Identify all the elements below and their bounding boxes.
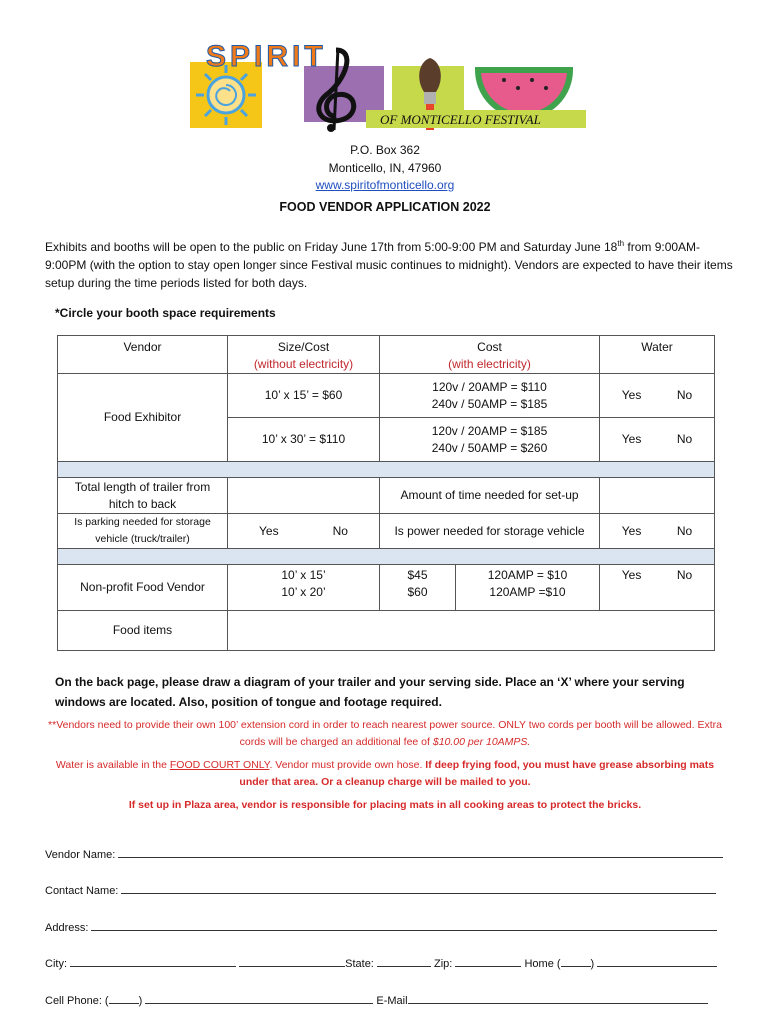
city-label: City: [45,958,67,970]
water-no[interactable]: No [676,568,693,582]
elec-option-2a[interactable]: 120v / 20AMP = $185 [431,423,548,438]
parking-label: Is parking needed for storage vehicle (truck/trailer) [58,514,228,549]
intro-paragraph [45,235,735,292]
setup-time-input[interactable] [600,478,715,514]
trailer-length-input[interactable] [228,478,380,514]
elec-option-1[interactable] [380,374,600,418]
intro-part1: Exhibits and booths will be open to the public on Friday June 17th from 5:00-9:00 PM and Saturday June 18 [45,240,618,254]
header-size-cost-sub: (without electricity) [253,357,354,371]
contact-name-field[interactable] [121,882,716,894]
home-area-field[interactable] [561,955,591,967]
address-po-box: P.O. Box 362 [350,143,420,157]
nonprofit-price-2[interactable]: $60 [407,585,428,599]
email-label: E-Mail [376,995,408,1007]
cell-area-field[interactable] [109,992,139,1004]
setup-time-label: Amount of time needed for set-up [380,478,600,514]
nonprofit-size-2[interactable]: 10’ x 20’ [281,585,326,599]
water-yes[interactable]: Yes [621,432,642,446]
water-note-bold: If deep frying food, you must have grease absorbing mats under that area. Or a cleanup charge will be mailed to you. [239,759,715,788]
power-choice [600,514,715,549]
festival-logo [186,40,586,132]
vendor-name-label: Vendor Name: [45,849,116,861]
water-choice-1 [600,374,715,418]
size-option-1[interactable]: 10’ x 15’ = $60 [228,374,380,418]
vendor-name-field[interactable] [118,846,723,858]
table-row [58,565,715,611]
header-cost [380,336,600,374]
water-note-court: FOOD COURT ONLY [169,759,270,771]
diagram-instructions: On the back page, please draw a diagram of your trailer and your serving side. Place an ‘X’ where your serving windows are located. Also, position of tongue and footage required. [55,675,685,709]
water-note [40,757,730,791]
header-vendor: Vendor [58,336,228,374]
nonprofit-water [600,565,715,611]
power-yes[interactable]: Yes [621,523,642,538]
website-link[interactable]: www.spiritofmonticello.org [315,178,455,192]
cell-label: Cell Phone: ( [45,995,109,1007]
power-label: Is power needed for storage vehicle [380,514,600,549]
power-no[interactable]: No [676,523,693,538]
parking-no[interactable]: No [332,523,348,538]
logo-subtitle: OF MONTICELLO FESTIVAL [380,112,541,127]
plaza-note: If set up in Plaza area, vendor is responsible for placing mats in all cooking areas to protect the bricks. [128,799,642,811]
header-size-cost-label: Size/Cost [277,340,330,354]
cell-row [45,992,735,1007]
water-choice-2 [600,418,715,462]
page-title: FOOD VENDOR APPLICATION 2022 [279,200,491,214]
elec-option-1a[interactable]: 120v / 20AMP = $110 [432,379,547,394]
nonprofit-prices[interactable] [380,565,456,611]
watermelon-icon [478,70,570,116]
water-no[interactable]: No [676,432,693,446]
nonprofit-amp-1[interactable]: 120AMP = $10 [487,568,568,582]
header-water: Water [600,336,715,374]
trailer-length-label: Total length of trailer from hitch to back [58,478,228,514]
table-row [58,478,715,514]
water-note-a: Water is available in the [55,759,170,771]
elec-option-2b[interactable]: 240v / 50AMP = $260 [431,440,548,455]
nonprofit-size-1[interactable]: 10’ x 15’ [281,568,326,582]
table-row [58,374,715,418]
nonprofit-label: Non-profit Food Vendor [58,565,228,611]
intro-part2: from 9:00AM- 9:00PM (with the option to stay open longer since Festival music continues to midnight). Vendors are expected to have their items setup during the time periods listed for both days. [45,240,733,290]
size-option-2[interactable]: 10’ x 30’ = $110 [228,418,380,462]
address-field[interactable] [91,919,717,931]
home-phone-field[interactable] [597,955,717,967]
header-cost-sub: (with electricity) [448,357,531,371]
cord-note [40,717,730,751]
header-size-cost [228,336,380,374]
table-row [58,611,715,651]
city-field[interactable] [70,955,236,967]
home-label: Home ( [524,958,561,970]
booth-table [57,335,715,651]
city-field-2[interactable] [239,955,345,967]
food-items-input[interactable] [228,611,715,651]
state-label: State: [345,958,374,970]
zip-label: Zip: [434,958,453,970]
vendor-name-row [45,846,735,861]
cord-note-fee: $10.00 per 10AMPS. [432,736,531,748]
cell-close: ) [138,995,143,1007]
elec-option-1b[interactable]: 240v / 50AMP = $185 [431,396,548,411]
nonprofit-sizes[interactable] [228,565,380,611]
state-field[interactable] [377,955,431,967]
nonprofit-price-1[interactable]: $45 [407,568,428,582]
nonprofit-amp-2[interactable]: 120AMP =$10 [489,585,566,599]
address-label: Address: [45,922,89,934]
email-field[interactable] [408,992,708,1004]
zip-field[interactable] [455,955,521,967]
address-row [45,919,735,934]
water-yes[interactable]: Yes [621,388,642,402]
elec-option-2[interactable] [380,418,600,462]
table-header-row [58,336,715,374]
contact-name-row [45,882,735,897]
water-note-b: . Vendor must provide own hose. [269,759,426,771]
cord-note-text: **Vendors need to provide their own 100’ extension cord in order to reach nearest power source. ONLY two cords per booth will be allowed. Extra cords will be charged an additional fee of [48,719,722,748]
table-separator [58,462,715,478]
city-row [45,955,735,970]
water-yes[interactable]: Yes [621,568,642,582]
parking-choice [228,514,380,549]
food-exhibitor-label: Food Exhibitor [58,374,228,462]
table-separator [58,549,715,565]
water-no[interactable]: No [676,388,693,402]
intro-sup: th [617,239,625,248]
address-city: Monticello, IN, 47960 [328,161,442,175]
cell-phone-field[interactable] [145,992,373,1004]
logo-word: SPIRIT [206,40,327,73]
parking-yes[interactable]: Yes [259,523,279,538]
contact-name-label: Contact Name: [45,885,119,897]
home-close: ) [590,958,595,970]
nonprofit-amps[interactable] [456,565,600,611]
food-items-label: Food items [58,611,228,651]
header-cost-label: Cost [477,340,502,354]
circle-instructions: *Circle your booth space requirements [55,306,276,320]
website-row [0,178,770,192]
table-row [58,514,715,549]
